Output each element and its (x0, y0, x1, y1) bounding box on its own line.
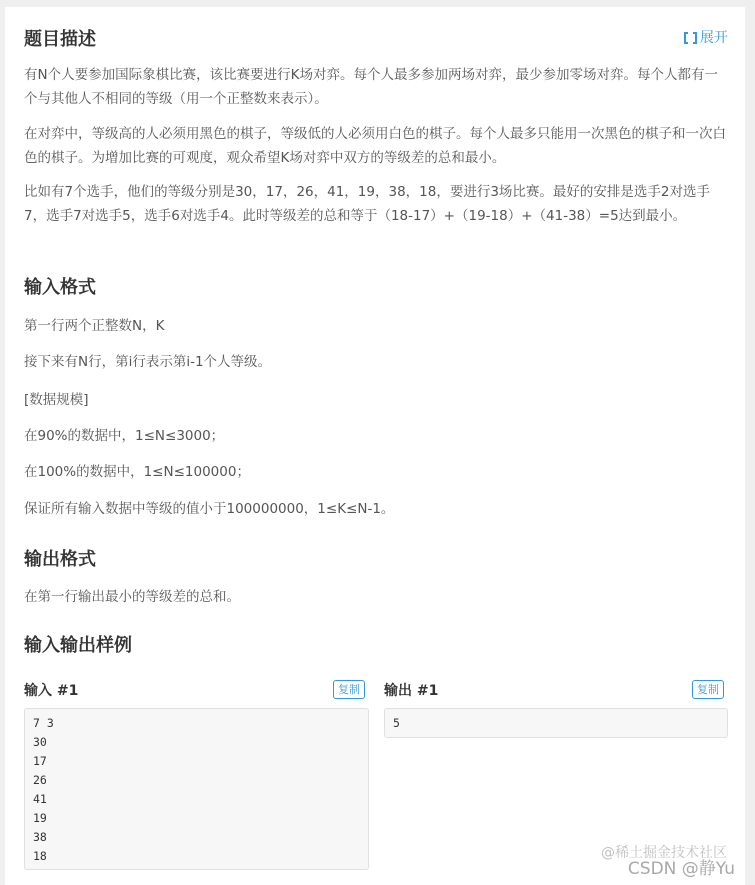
output-format-paragraph: 在第一行输出最小的等级差的总和。 (24, 589, 240, 605)
input-format-paragraph: 保证所有输入数据中等级的值小于100000000，1≤K≤N-1。 (24, 501, 395, 517)
code-line: 18 (33, 849, 47, 863)
problem-card (5, 7, 745, 885)
code-line: 26 (33, 773, 47, 787)
watermark-line1: @稀土掘金技术社区 (601, 845, 727, 861)
description-paragraph: 比如有7个选手，他们的等级分别是30，17，26，41，19，38，18，要进行3场比赛。最好的安排是选手2对选手7，选手7对选手5，选手6对选手4。此时等级差的总和等于（18-17）+（19-18）+（41-38）=5达到最小。 (24, 184, 711, 224)
expand-label: 展开 (700, 30, 728, 46)
expand-brackets-icon (684, 32, 697, 44)
watermark (601, 845, 735, 877)
description-paragraph: 在对弈中，等级高的人必须用黑色的棋子，等级低的人必须用白色的棋子。每个人最多只能用一次黑色的棋子和一次白色的棋子。为增加比赛的可观度，观众希望K场对弈中双方的等级差的总和最小。 (24, 126, 726, 166)
sample-output-label: 输出 #1 (384, 683, 439, 699)
input-format-paragraph: 在90%的数据中，1≤N≤3000； (24, 428, 225, 444)
code-line: 5 (393, 716, 400, 730)
output-format-heading: 输出格式 (24, 549, 96, 570)
expand-button[interactable] (684, 28, 728, 48)
copy-output-button[interactable]: 复制 (692, 680, 724, 699)
code-line: 19 (33, 811, 47, 825)
copy-input-button[interactable]: 复制 (333, 680, 365, 699)
input-format-heading: 输入格式 (24, 277, 96, 298)
input-format-paragraph: 接下来有N行，第i行表示第i-1个人等级。 (24, 354, 272, 370)
sample-output-box[interactable] (384, 708, 728, 738)
input-format-paragraph: 第一行两个正整数N，K (24, 318, 165, 334)
description-heading: 题目描述 (24, 29, 96, 50)
code-line: 30 (33, 735, 47, 749)
code-line: 41 (33, 792, 47, 806)
code-line: 38 (33, 830, 47, 844)
input-format-paragraph: [数据规模] (24, 392, 89, 408)
description-paragraph: 有N个人要参加国际象棋比赛，该比赛要进行K场对弈。每个人最多参加两场对弈，最少参加零场对弈。每个人都有一个与其他人不相同的等级（用一个正整数来表示）。 (24, 67, 718, 107)
samples-heading: 输入输出样例 (24, 635, 132, 656)
input-format-paragraph: 在100%的数据中，1≤N≤100000； (24, 464, 250, 480)
code-line: 7 3 (33, 716, 54, 730)
sample-input-label: 输入 #1 (24, 683, 79, 699)
sample-input-box[interactable] (24, 708, 369, 870)
watermark-line2: CSDN @静Yu (627, 859, 735, 879)
code-line: 17 (33, 754, 47, 768)
